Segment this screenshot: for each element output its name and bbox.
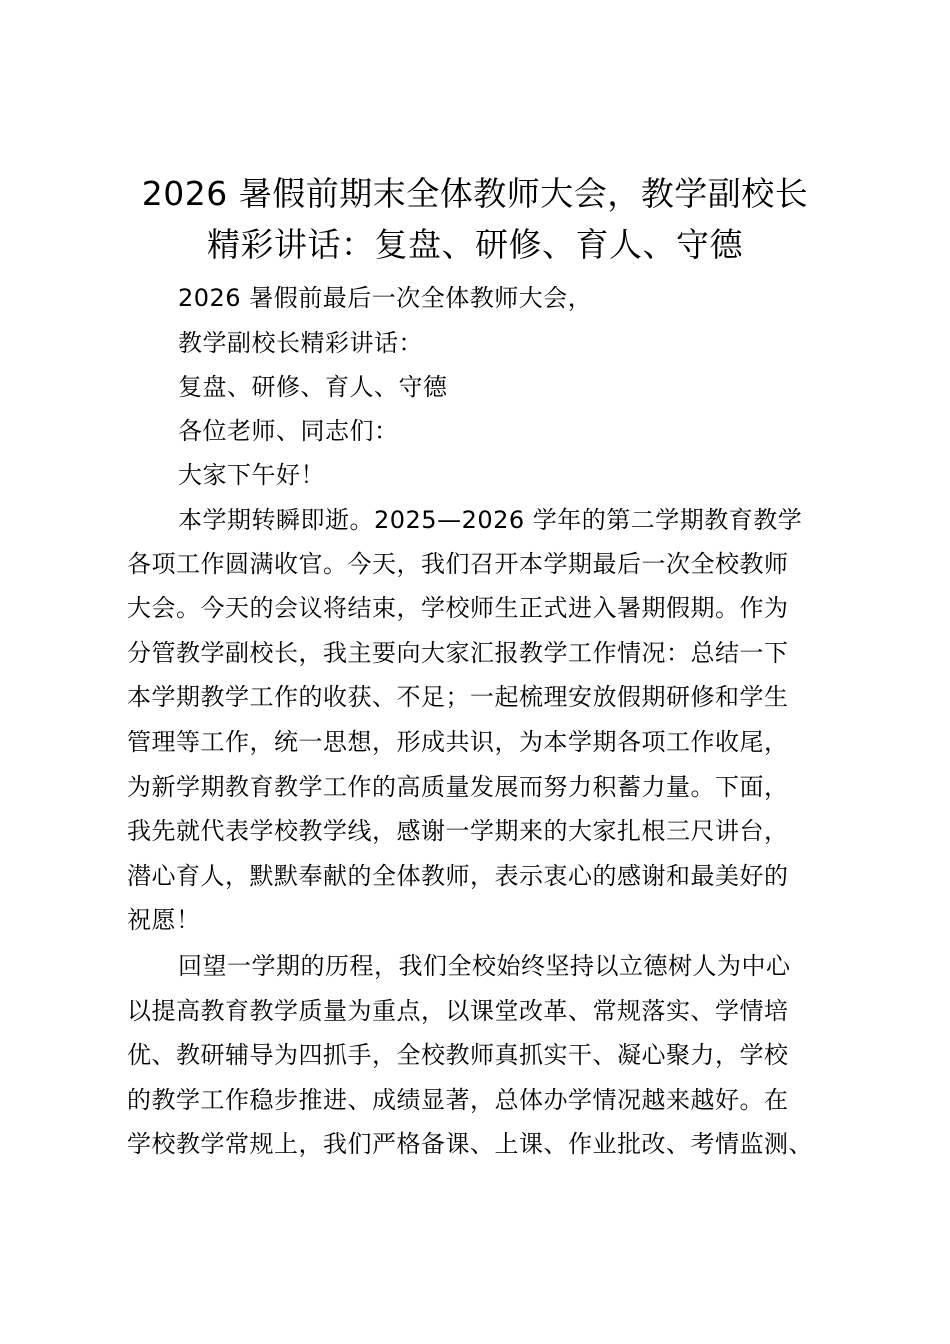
paragraph-1-line-9: 潜心育人，默默奉献的全体教师，表示衷心的感谢和最美好的 — [127, 862, 789, 890]
salutation: 各位老师、同志们： — [178, 417, 399, 445]
paragraph-1-line-6: 管理等工作，统一思想，形成共识，为本学期各项工作收尾， — [127, 728, 789, 756]
document-title-line-2: 精彩讲话：复盘、研修、育人、守德 — [207, 225, 743, 264]
greeting: 大家下午好！ — [178, 461, 325, 489]
paragraph-1-line-7: 为新学期教育教学工作的高质量发展而努力积蓄力量。下面， — [127, 773, 789, 801]
paragraph-2-line-4: 的教学工作稳步推进、成绩显著，总体办学情况越来越好。在 — [127, 1086, 789, 1114]
intro-line-3: 复盘、研修、育人、守德 — [178, 373, 448, 401]
paragraph-1-line-1: 本学期转瞬即逝。2025—2026 学年的第二学期教育教学 — [178, 506, 803, 534]
intro-line-1: 2026 暑假前最后一次全体教师大会， — [178, 284, 593, 312]
paragraph-2-line-5: 学校教学常规上，我们严格备课、上课、作业批改、考情监测、 — [127, 1130, 813, 1158]
paragraph-1-line-8: 我先就代表学校教学线，感谢一学期来的大家扎根三尺讲台， — [127, 817, 789, 845]
document-title-line-1: 2026 暑假前期末全体教师大会，教学副校长 — [141, 174, 809, 213]
paragraph-1-line-4: 分管教学副校长，我主要向大家汇报教学工作情况：总结一下 — [127, 639, 789, 667]
paragraph-1-line-10: 祝愿！ — [127, 906, 201, 934]
paragraph-2-line-1: 回望一学期的历程，我们全校始终坚持以立德树人为中心 — [178, 952, 791, 980]
paragraph-1-line-2: 各项工作圆满收官。今天，我们召开本学期最后一次全校教师 — [127, 550, 789, 578]
paragraph-2-line-2: 以提高教育教学质量为重点，以课堂改革、常规落实、学情培 — [127, 997, 789, 1025]
intro-line-2: 教学副校长精彩讲话： — [178, 329, 423, 357]
paragraph-1-line-3: 大会。今天的会议将结束，学校师生正式进入暑期假期。作为 — [127, 594, 789, 622]
paragraph-2-line-3: 优、教研辅导为四抓手，全校教师真抓实干、凝心聚力，学校 — [127, 1041, 789, 1069]
paragraph-1-line-5: 本学期教学工作的收获、不足；一起梳理安放假期研修和学生 — [127, 683, 789, 711]
